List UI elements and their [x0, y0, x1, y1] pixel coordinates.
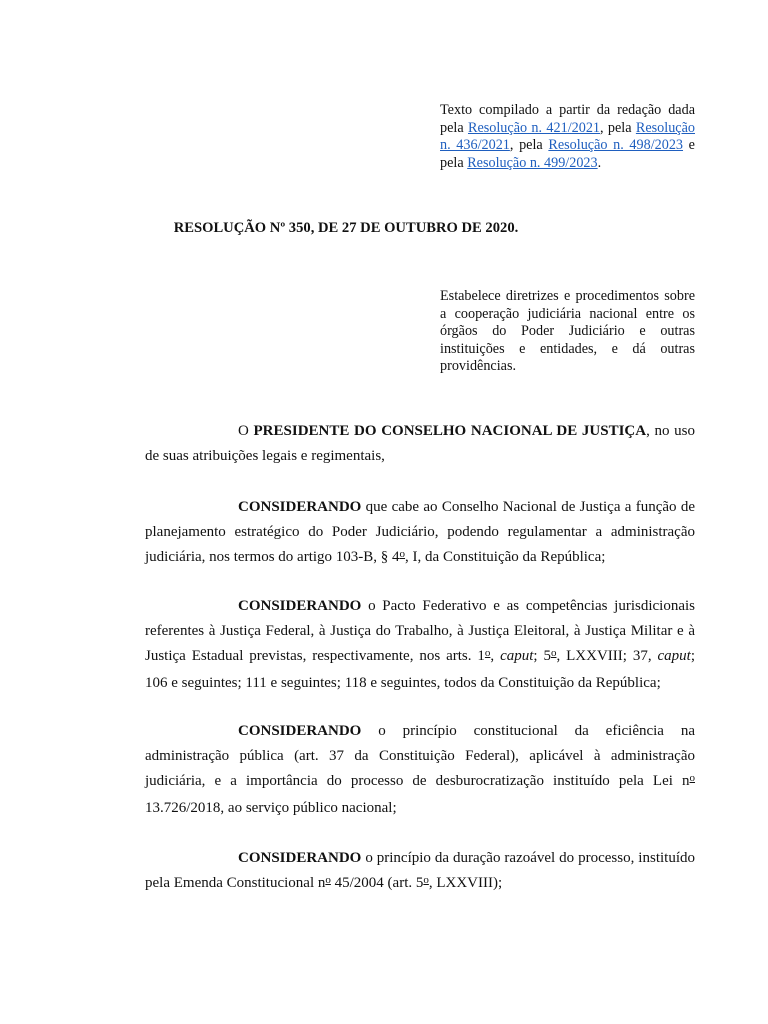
ordinal-sup: o [550, 647, 557, 660]
compiled-text-note [440, 102, 695, 172]
considerando-paragraph-3 [145, 719, 695, 821]
preamble-paragraph [145, 419, 695, 469]
ordinal-sup: o [484, 647, 491, 660]
considerando-label: CONSIDERANDO [238, 723, 362, 739]
considerando-paragraph-4 [145, 846, 695, 897]
ordinal-sup: o [423, 874, 429, 887]
ordinal-sup: o [689, 772, 695, 785]
paragraph-text: 13.726/2018, ao serviço público nacional; [145, 799, 397, 816]
ementa: Estabelece diretrizes e procedimentos sobre a cooperação judiciária nacional entre os órgãos do Poder Judiciário e outras instituições e entidades, e dá outras providências. [440, 288, 695, 374]
considerando-label: CONSIDERANDO [238, 598, 362, 614]
compiled-prefix: Texto compilado a partir da redação dada pela [440, 102, 695, 136]
link-resolucao-498[interactable]: Resolução n. 498/2023 [548, 137, 684, 153]
paragraph-text: , LXXVIII; 37, [556, 648, 658, 665]
paragraph-text: , LXXVIII); [428, 875, 503, 892]
link-resolucao-421[interactable]: Resolução n. 421/2021 [467, 119, 601, 136]
paragraph-text: ; 5 [533, 648, 551, 665]
separator: , pela [600, 119, 632, 136]
preamble-lead: O [238, 423, 249, 439]
considerando-label: CONSIDERANDO [238, 499, 362, 515]
separator: , pela [509, 137, 543, 153]
considerando-label: CONSIDERANDO [238, 850, 362, 866]
link-resolucao-436[interactable]: Resolução n. 436/2021 [440, 119, 695, 153]
paragraph-text: , [490, 648, 501, 665]
paragraph-text: o Pacto Federativo e as competências jurisdicionais referentes à Justiça Federal, à Justiça do Trabalho, à Justiça Eleitoral, à Justiça Militar e à Justiça Estadual previstas, respectivamente, nos arts. 1 [145, 598, 695, 665]
preamble-rest: , no uso de suas atribuições legais e regimentais, [145, 423, 696, 465]
considerando-paragraph-1 [145, 495, 695, 572]
paragraph-text: o princípio da duração razoável do processo, instituído pela Emenda Constitucional n [145, 850, 695, 892]
paragraph-text: , I, da Constituição da República; [405, 549, 606, 566]
separator: e pela [440, 137, 695, 171]
ordinal-sup: o [399, 548, 406, 561]
paragraph-text: o princípio constitucional da eficiência na administração pública (art. 37 da Constituição Federal), aplicável à administração judiciária, e a importância do processo de desburocratização instituído pela Lei n [145, 723, 695, 790]
separator: . [597, 154, 602, 171]
resolution-title-text: RESOLUÇÃO Nº 350, DE 27 DE OUTUBRO DE 2020. [173, 220, 519, 236]
ordinal-sup: o [325, 874, 331, 887]
paragraph-text: que cabe ao Conselho Nacional de Justiça a função de planejamento estratégico do Poder Judiciário, podendo regulamentar a administração judiciária, nos termos do artigo 103-B, § 4 [145, 499, 695, 566]
preamble-bold: PRESIDENTE DO CONSELHO NACIONAL DE JUSTIÇA [253, 423, 647, 439]
considerando-paragraph-2 [145, 594, 695, 696]
paragraph-text: ; 106 e seguintes; 111 e seguintes; 118 e seguintes, todos da Constituição da República; [145, 648, 695, 691]
link-resolucao-499[interactable]: Resolução n. 499/2023 [467, 154, 598, 171]
italic-term: caput [500, 648, 534, 665]
italic-term: caput [657, 648, 691, 665]
paragraph-text: 45/2004 (art. 5 [330, 875, 424, 892]
resolution-title [0, 220, 768, 237]
